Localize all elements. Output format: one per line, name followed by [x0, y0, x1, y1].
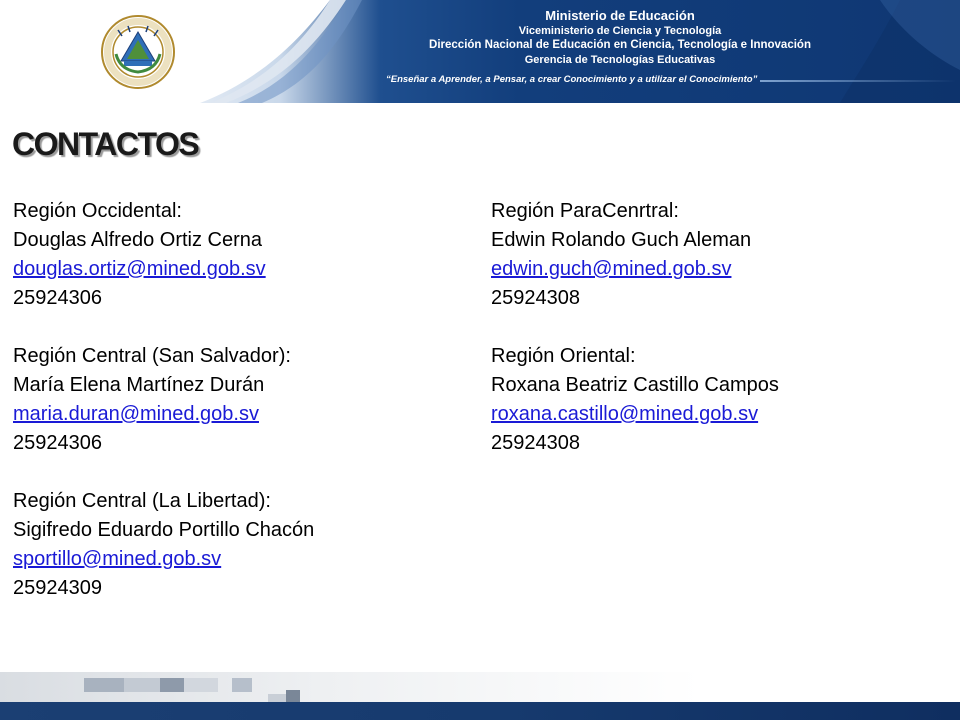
page-title: CONTACTOS [12, 126, 199, 162]
contact-card [13, 197, 473, 313]
contact-region: Región Occidental: [13, 200, 182, 222]
contact-name: Edwin Rolando Guch Aleman [491, 229, 752, 251]
contact-email-link[interactable]: douglas.ortiz@mined.gob.sv [13, 258, 266, 280]
contact-phone: 25924306 [13, 287, 102, 309]
contact-phone: 25924308 [491, 432, 580, 454]
contact-region: Región ParaCenrtral: [491, 200, 679, 222]
contact-phone: 25924309 [13, 577, 102, 599]
ministry-header-text [290, 8, 950, 67]
ministry-name: Ministerio de Educación [545, 8, 695, 23]
management-name: Gerencia de Tecnologías Educativas [524, 54, 716, 66]
contact-card [13, 342, 473, 458]
contact-name: Sigifredo Eduardo Portillo Chacón [13, 519, 315, 541]
header-banner [0, 0, 960, 103]
contact-name: Roxana Beatriz Castillo Campos [491, 374, 779, 396]
direction-name: Dirección Nacional de Educación en Ciencia, Tecnología e Innovación [429, 39, 811, 51]
contact-card [491, 197, 951, 313]
contact-email-link[interactable]: edwin.guch@mined.gob.sv [491, 258, 732, 280]
contact-region: Región Central (La Libertad): [13, 490, 271, 512]
contact-email-link[interactable]: sportillo@mined.gob.sv [13, 548, 222, 570]
contact-card [13, 487, 473, 603]
motto-text: “Enseñar a Aprender, a Pensar, a crear Conocimiento y a utilizar el Conocimiento” [386, 74, 758, 85]
motto-underline [760, 80, 956, 82]
footer-square [84, 678, 124, 692]
footer-square [160, 678, 184, 692]
contact-email-link[interactable]: maria.duran@mined.gob.sv [13, 403, 259, 425]
contact-phone: 25924306 [13, 432, 102, 454]
vice-ministry-name: Viceministerio de Ciencia y Tecnología [518, 25, 722, 37]
footer-square [184, 678, 218, 692]
footer-square [232, 678, 252, 692]
footer-decoration [0, 672, 960, 720]
contact-region: Región Central (San Salvador): [13, 345, 291, 367]
contact-phone: 25924308 [491, 287, 580, 309]
coat-of-arms-seal-icon [100, 14, 176, 90]
contact-name: Douglas Alfredo Ortiz Cerna [13, 229, 263, 251]
contacts-left-column [13, 197, 473, 632]
contacts-right-column [491, 197, 951, 487]
footer-bar [0, 702, 960, 720]
contact-region: Región Oriental: [491, 345, 636, 367]
footer-square [124, 678, 160, 692]
footer-square [268, 694, 286, 702]
contact-email-link[interactable]: roxana.castillo@mined.gob.sv [491, 403, 759, 425]
footer-square [286, 690, 300, 702]
contact-name: María Elena Martínez Durán [13, 374, 265, 396]
contact-card [491, 342, 951, 458]
